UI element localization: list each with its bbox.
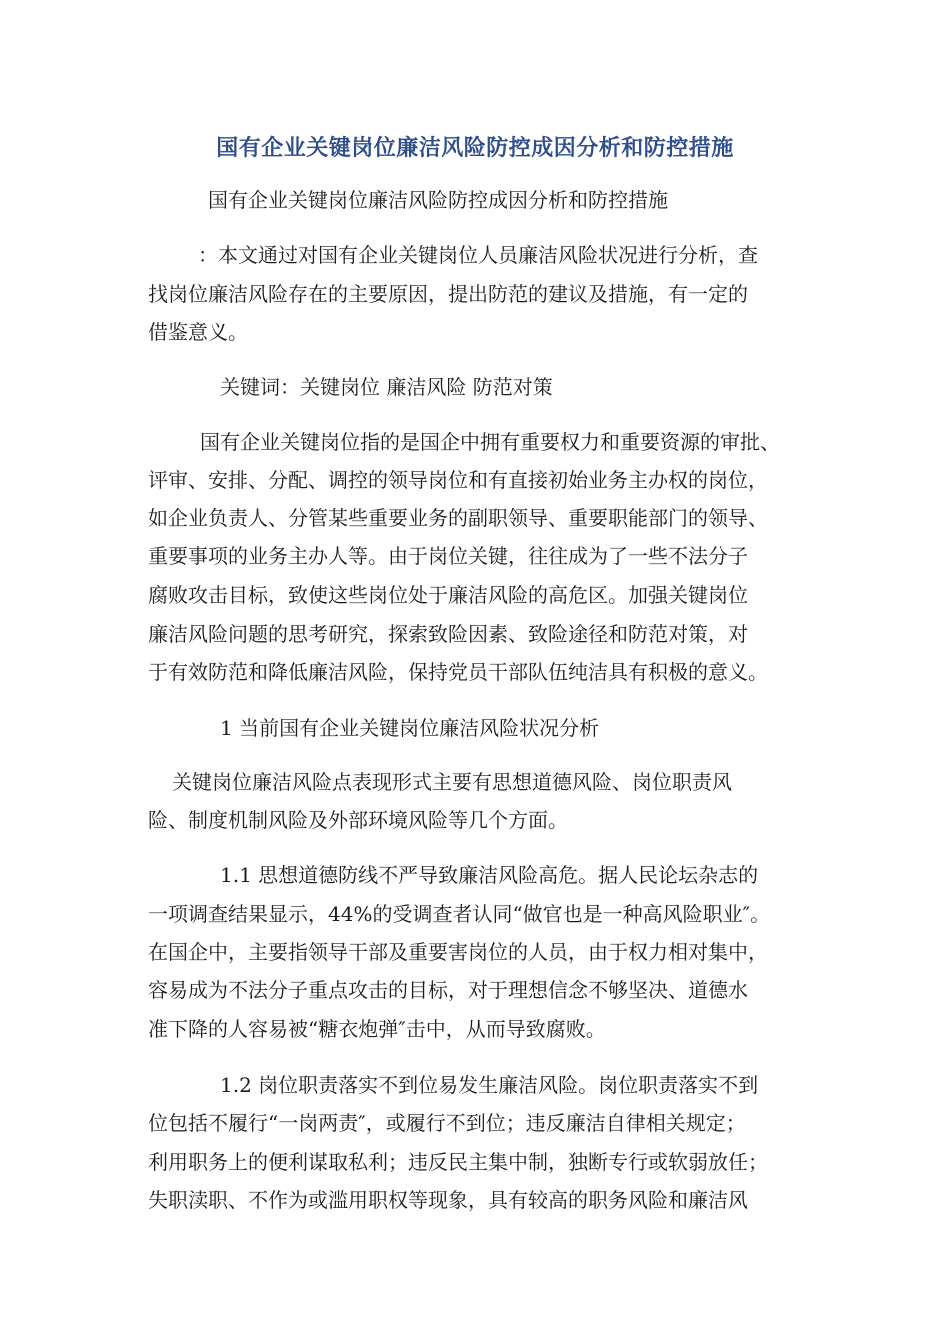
- section-1-1-line: 1.1 思想道德防线不严导致廉洁风险高危。据人民论坛杂志的: [220, 863, 759, 887]
- abstract-line: 借鉴意义。: [148, 320, 248, 344]
- section-1-heading: 1 当前国有企业关键岗位廉洁风险状况分析: [220, 716, 600, 740]
- intro-line: 国有企业关键岗位指的是国企中拥有重要权力和重要资源的审批、: [200, 430, 780, 454]
- intro-line: 腐败攻击目标，致使这些岗位处于廉洁风险的高危区。加强关键岗位: [148, 583, 748, 607]
- section-1-2-line: 失职渎职、不作为或滥用职权等现象，具有较高的职务风险和廉洁风: [148, 1188, 748, 1212]
- intro-line: 廉洁风险问题的思考研究，探索致险因素、致险途径和防范对策，对: [148, 622, 748, 646]
- section-1-1-line: 在国企中，主要指领导干部及重要害岗位的人员，由于权力相对集中，: [148, 940, 768, 964]
- intro-line: 评审、安排、分配、调控的领导岗位和有直接初始业务主办权的岗位，: [148, 468, 768, 492]
- intro-line: 重要事项的业务主办人等。由于岗位关键，往往成为了一些不法分子: [148, 544, 748, 568]
- section-1-line: 关键岗位廉洁风险点表现形式主要有思想道德风险、岗位职责风: [172, 770, 732, 794]
- intro-line: 如企业负责人、分管某些重要业务的副职领导、重要职能部门的领导、: [148, 506, 768, 530]
- document-title: 国有企业关键岗位廉洁风险防控成因分析和防控措施: [216, 136, 734, 161]
- section-1-1-line: 一项调查结果显示，44%的受调查者认同“做官也是一种高风险职业″。: [148, 902, 771, 926]
- section-1-1-line: 准下降的人容易被“糖衣炮弹″击中，从而导致腐败。: [148, 1017, 606, 1041]
- section-1-2-line: 1.2 岗位职责落实不到位易发生廉洁风险。岗位职责落实不到: [220, 1073, 759, 1097]
- abstract-line: 找岗位廉洁风险存在的主要原因，提出防范的建议及措施，有一定的: [148, 282, 748, 306]
- intro-line: 于有效防范和降低廉洁风险，保持党员干部队伍纯洁具有积极的意义。: [148, 660, 768, 684]
- keywords-line: 关键词：关键岗位 廉洁风险 防范对策: [220, 375, 553, 399]
- section-1-1-line: 容易成为不法分子重点攻击的目标，对于理想信念不够坚决、道德水: [148, 978, 748, 1002]
- section-1-2-line: 利用职务上的便利谋取私利；违反民主集中制，独断专行或软弱放任；: [148, 1150, 768, 1174]
- document-subtitle: 国有企业关键岗位廉洁风险防控成因分析和防控措施: [208, 188, 668, 212]
- abstract-line: ：本文通过对国有企业关键岗位人员廉洁风险状况进行分析，查: [198, 243, 758, 267]
- section-1-line: 险、制度机制风险及外部环境风险等几个方面。: [148, 808, 568, 832]
- section-1-2-line: 位包括不履行“一岗两责″，或履行不到位；违反廉洁自律相关规定；: [148, 1111, 746, 1135]
